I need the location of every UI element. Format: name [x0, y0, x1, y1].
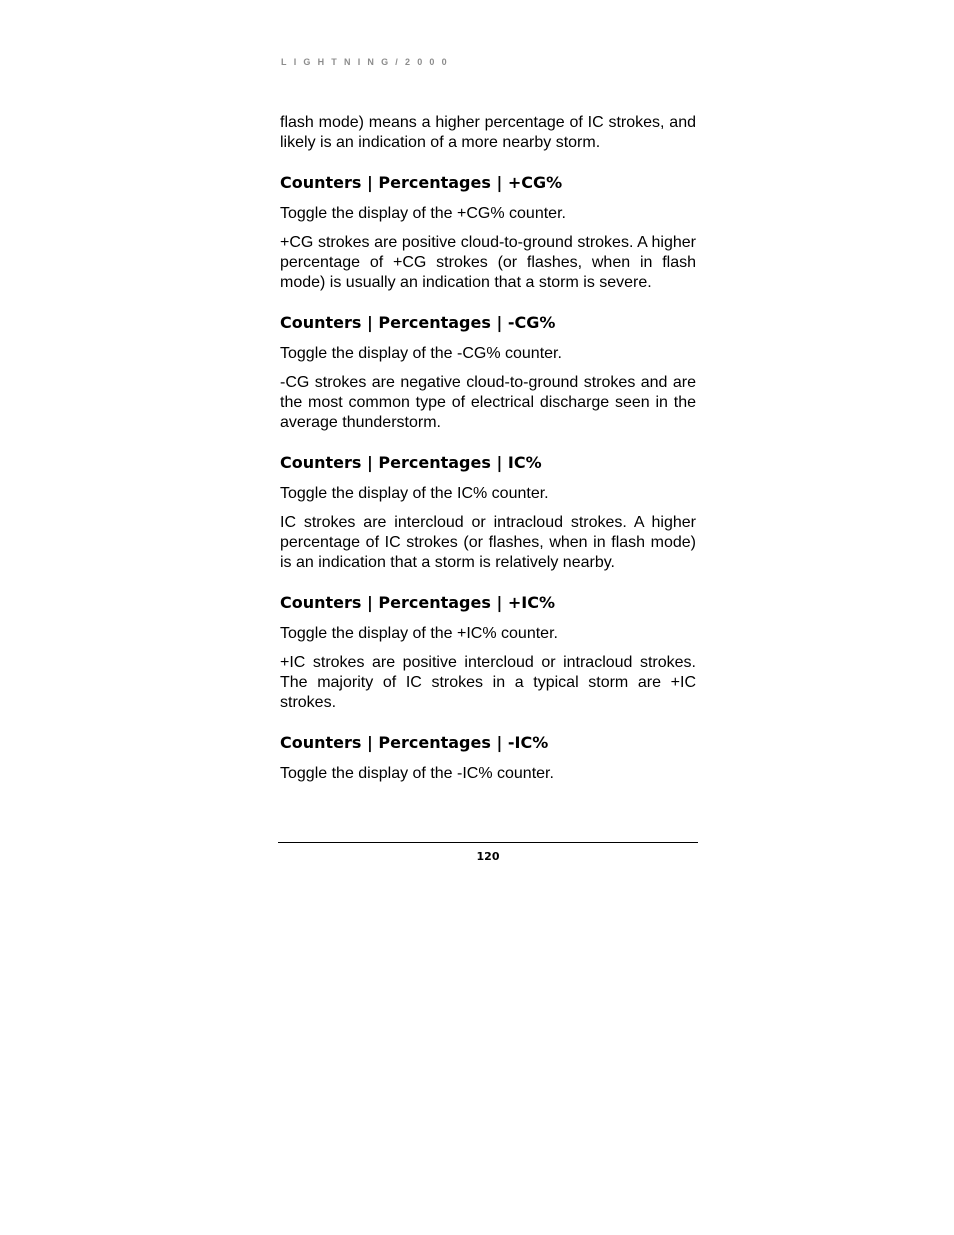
section-heading: Counters | Percentages | +IC%	[280, 593, 555, 612]
section-plus-ic	[280, 593, 696, 713]
section-minus-ic	[280, 733, 696, 784]
section-heading: Counters | Percentages | IC%	[280, 453, 542, 472]
page-number: 120	[476, 850, 500, 863]
section-plus-cg	[280, 173, 696, 293]
body-paragraph: Toggle the display of the -CG% counter.	[280, 345, 562, 362]
body-paragraph: Toggle the display of the +CG% counter.	[280, 205, 566, 222]
running-header: LIGHTNING/2000	[281, 57, 454, 67]
body-paragraph: Toggle the display of the +IC% counter.	[280, 625, 558, 642]
body-paragraph: +IC strokes are positive intercloud or intracloud strokes. The majority of IC strokes in a typical storm are +IC strokes.	[280, 654, 696, 711]
body-paragraph: -CG strokes are negative cloud-to-ground strokes and are the most common type of electrical discharge seen in the average thunderstorm.	[280, 374, 696, 431]
body-paragraph: IC strokes are intercloud or intracloud strokes. A higher percentage of IC strokes (or flashes, when in flash mode) is an indication that a storm is relatively nearby.	[280, 514, 696, 571]
page-body	[280, 113, 696, 784]
section-heading: Counters | Percentages | +CG%	[280, 173, 563, 192]
intro-paragraph: flash mode) means a higher percentage of IC strokes, and likely is an indication of a more nearby storm.	[280, 114, 696, 151]
section-heading: Counters | Percentages | -CG%	[280, 313, 556, 332]
body-paragraph: Toggle the display of the -IC% counter.	[280, 765, 554, 782]
section-heading: Counters | Percentages | -IC%	[280, 733, 549, 752]
body-paragraph: Toggle the display of the IC% counter.	[280, 485, 549, 502]
section-minus-cg	[280, 313, 696, 433]
footer-rule	[278, 842, 698, 843]
section-ic	[280, 453, 696, 573]
body-paragraph: +CG strokes are positive cloud-to-ground strokes. A higher percentage of +CG strokes (or flashes, when in flash mode) is usually an indication that a storm is severe.	[280, 234, 696, 291]
